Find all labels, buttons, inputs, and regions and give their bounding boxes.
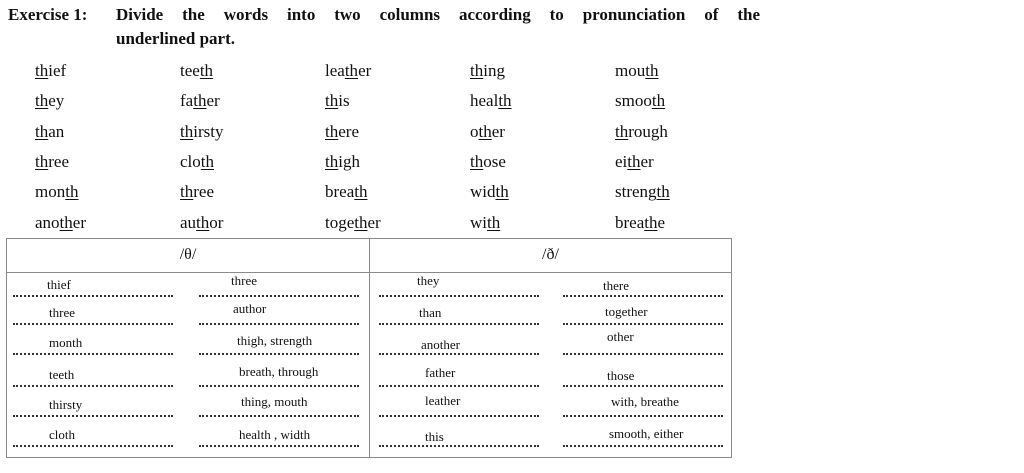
underlined-part: th [65, 182, 79, 202]
word: smooth [615, 91, 666, 111]
underlined-part: th [180, 182, 194, 202]
underlined-part: th [644, 212, 658, 232]
underlined-part: th [615, 121, 629, 141]
underlined-part: th [200, 152, 215, 172]
word: three [35, 152, 69, 172]
underlined-part: th [35, 61, 49, 81]
answer-slot: thief [13, 275, 173, 297]
word-row [35, 56, 760, 86]
word-row [35, 207, 760, 237]
underlined-part: th [325, 121, 339, 141]
answer-slot: cloth [13, 425, 173, 447]
underlined-part: th [35, 152, 49, 172]
exercise-instruction-continued: underlined part. [116, 29, 236, 48]
underlined-part: th [199, 61, 214, 81]
answer-slot: another [379, 333, 539, 355]
underlined-part: th [354, 182, 368, 202]
underlined-part: th [478, 121, 492, 141]
answer-slot: than [379, 303, 539, 325]
word: width [470, 182, 509, 202]
answer-slot: father [379, 365, 539, 387]
answer-slot: thing, mouth [199, 395, 359, 417]
answer-slot: there [563, 275, 723, 297]
underlined-part: th [495, 182, 509, 202]
answer-slot: thigh, strength [199, 333, 359, 355]
word: father [180, 91, 220, 111]
word-row [35, 147, 760, 177]
word: there [325, 121, 359, 141]
word: thigh [325, 152, 360, 172]
answer-slot: together [563, 303, 723, 325]
underlined-part: th [344, 61, 359, 81]
underlined-part: th [645, 61, 659, 81]
word: three [180, 182, 214, 202]
word: they [35, 91, 65, 111]
underlined-part: th [59, 212, 73, 232]
word-list [35, 56, 760, 238]
word: author [180, 212, 224, 232]
word: health [470, 91, 512, 111]
word: another [35, 212, 86, 232]
answer-slot: other [563, 333, 723, 355]
underlined-part: th [627, 152, 641, 172]
word: thirsty [180, 121, 224, 141]
word: with [470, 212, 501, 232]
answer-slot: smooth, either [563, 425, 723, 447]
underlined-part: th [193, 91, 207, 111]
word: those [470, 152, 506, 172]
underlined-part: th [470, 152, 484, 172]
answer-slot: this [379, 425, 539, 447]
answer-slot: author [199, 303, 359, 325]
answer-slot: thirsty [13, 395, 173, 417]
underlined-part: th [498, 91, 512, 111]
underlined-part: th [196, 212, 210, 232]
underlined-part: th [325, 152, 339, 172]
word: together [325, 212, 381, 232]
underlined-part: th [180, 121, 194, 141]
word: cloth [180, 152, 215, 172]
header-divider [7, 272, 731, 273]
underlined-part: th [487, 212, 501, 232]
underlined-part: th [35, 91, 49, 111]
answer-slot: three [13, 303, 173, 325]
word: either [615, 152, 654, 172]
word: thief [35, 61, 67, 81]
answer-slot: breath, through [199, 365, 359, 387]
word: other [470, 121, 505, 141]
word-row [35, 177, 760, 207]
answer-slot: those [563, 365, 723, 387]
word: strength [615, 182, 670, 202]
underlined-part: th [656, 182, 670, 202]
word: month [35, 182, 79, 202]
theta-header: /θ/ [179, 246, 197, 263]
word: this [325, 91, 350, 111]
word: mouth [615, 61, 659, 81]
underlined-part: th [354, 212, 368, 232]
underlined-part: th [470, 61, 484, 81]
underlined-part: th [325, 91, 339, 111]
answer-slot: they [379, 275, 539, 297]
answer-slot: health , width [199, 425, 359, 447]
underlined-part: th [35, 121, 49, 141]
word-row [35, 86, 760, 116]
exercise-label: Exercise 1: [8, 5, 88, 24]
exercise-instruction: Divide the words into two columns according to pronunciation of the [116, 5, 760, 24]
answer-slot: with, breathe [563, 395, 723, 417]
word: through [615, 121, 668, 141]
eth-header: /ð/ [542, 246, 559, 263]
answer-table [6, 238, 732, 458]
word: than [35, 121, 65, 141]
word: leather [325, 61, 372, 81]
answer-slot: month [13, 333, 173, 355]
answer-slot: three [199, 275, 359, 297]
word: breathe [615, 212, 666, 232]
word: breath [325, 182, 368, 202]
word: thing [470, 61, 505, 81]
word: teeth [180, 61, 214, 81]
answer-slot: leather [379, 395, 539, 417]
word-row [35, 117, 760, 147]
answer-slot: teeth [13, 365, 173, 387]
underlined-part: th [651, 91, 666, 111]
